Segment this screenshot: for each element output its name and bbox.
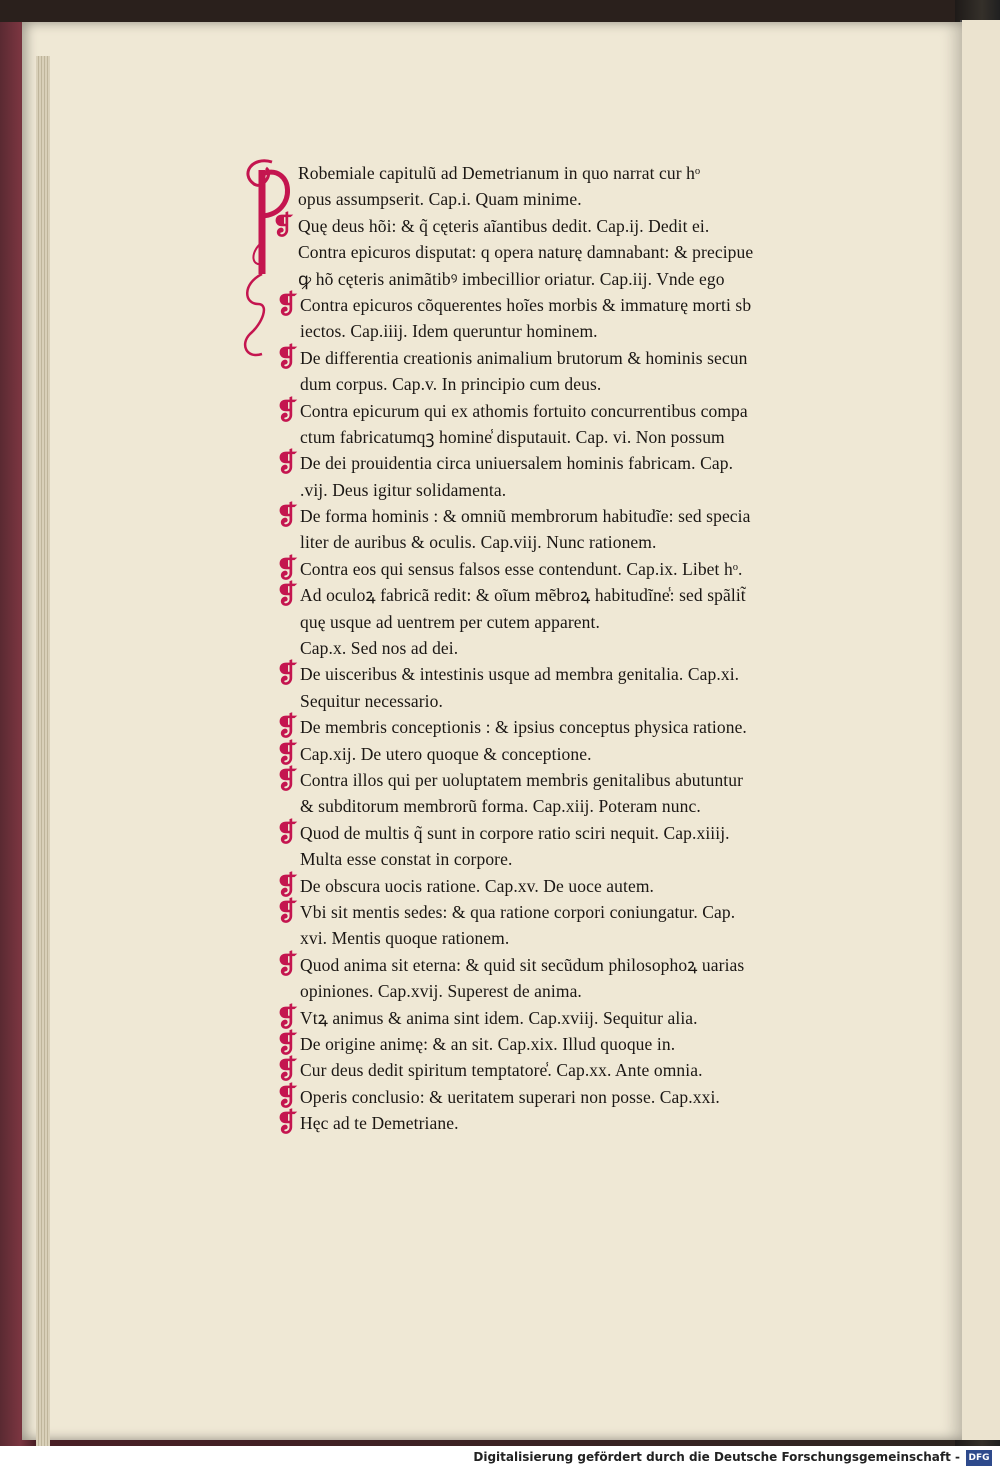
rubric-mark-icon: ❡ <box>276 1081 298 1112</box>
toc-line-text: De forma hominis : & omniũ membrorum habitudĩe: sed specia <box>300 506 751 527</box>
toc-line <box>270 580 855 611</box>
footer-bar <box>0 1446 1000 1472</box>
toc-line-text: De dei prouidentia circa uniuersalem hominis fabricam. Cap. <box>300 453 734 474</box>
toc-line <box>270 395 855 426</box>
rubric-mark-icon: ❡ <box>276 1002 298 1033</box>
toc-line <box>270 635 855 661</box>
toc-line-text: Contra epicuros cõquerentes hoĩes morbis & immaturę morti sb <box>300 294 752 315</box>
toc-line-text: dum corpus. Cap.v. In principio cum deus. <box>300 374 602 395</box>
toc-line-text: Vtꝝ animus & anima sint idem. Cap.xviij. Sequitur alia. <box>300 1007 698 1028</box>
rubric-mark-icon: ❡ <box>276 896 298 927</box>
toc-line <box>270 793 855 819</box>
toc-line-text: Contra eos qui sensus falsos esse contendunt. Cap.ix. Libet hᵒ. <box>300 558 743 579</box>
toc-line <box>270 1108 855 1139</box>
toc-line-text: Multa esse constat in corpore. <box>300 849 513 870</box>
dfg-logo: DFG <box>966 1450 992 1466</box>
toc-line-text: Contra illos qui per uoluptatem membris genitalibus abutuntur <box>300 769 744 790</box>
toc-line-text: opus assumpserit. Cap.i. Quam minime. <box>298 189 582 210</box>
footer-credit: Digitalisierung gefördert durch die Deutsche Forschungsgemeinschaft - <box>473 1450 960 1464</box>
toc-line-text: De origine animę: & an sit. Cap.xix. Illud quoque in. <box>300 1033 676 1054</box>
table-of-contents <box>270 160 855 1139</box>
toc-line <box>270 1028 855 1059</box>
rubric-mark-icon: ❡ <box>276 1028 298 1059</box>
toc-line-text: Cur deus dedit spiritum temptatore̾. Cap.xx. Ante omnia. <box>300 1060 703 1081</box>
toc-line-text: opiniones. Cap.xvij. Superest de anima. <box>300 981 582 1002</box>
adjacent-page-edge <box>960 20 1000 1440</box>
toc-line <box>270 210 855 241</box>
toc-line-text: Contra epicuros disputat: q opera naturę damnabant: & precipue <box>298 242 754 263</box>
toc-line <box>270 688 855 714</box>
rubric-mark-icon: ❡ <box>276 870 298 901</box>
rubric-mark-icon: ❡ <box>276 659 298 690</box>
toc-line <box>270 949 855 980</box>
toc-line-text: Operis conclusio: & ueritatem superari non posse. Cap.xxi. <box>300 1086 720 1107</box>
toc-line-text: xvi. Mentis quoque rationem. <box>300 928 510 949</box>
rubric-mark-icon: ❡ <box>276 1055 298 1086</box>
toc-line <box>270 1055 855 1086</box>
toc-line <box>270 342 855 373</box>
toc-line <box>270 846 855 872</box>
toc-line-text: ctum fabricatumqꝫ homine̾ disputauit. Cap. vi. Non possum <box>300 426 725 447</box>
toc-line-text: Robemiale capitulũ ad Demetrianum in quo narrat cur hᵒ <box>298 163 701 183</box>
rubric-mark-icon: ❡ <box>276 448 298 479</box>
rubric-mark-icon: ❡ <box>276 738 298 769</box>
rubric-mark-icon: ❡ <box>276 342 298 373</box>
rubric-mark-icon: ❡ <box>276 764 298 795</box>
toc-line <box>270 1002 855 1033</box>
toc-line <box>270 160 855 186</box>
rubric-mark-icon: ❡ <box>276 395 298 426</box>
toc-line-text: Ad oculoꝝ fabricã redit: & oĩum mẽbroꝝ habitudĩne̾: sed spãlit̃ <box>300 585 746 606</box>
rubric-mark-icon: ❡ <box>276 712 298 743</box>
rubric-mark-icon: ❡ <box>276 580 298 611</box>
toc-line-text: quę usque ad uentrem per cutem apparent. <box>300 611 600 632</box>
toc-line-text: Contra epicurum qui ex athomis fortuito concurrentibus compa <box>300 400 748 421</box>
toc-line-text: Quod anima sit eterna: & quid sit secũdum philosophoꝝ uarias <box>300 954 745 975</box>
rubric-mark-icon: ❡ <box>276 949 298 980</box>
toc-line <box>270 738 855 769</box>
toc-line-text: De obscura uocis ratione. Cap.xv. De uoce autem. <box>300 875 655 896</box>
toc-line-text: Quod de multis q̃ sunt in corpore ratio sciri nequit. Cap.xiiij. <box>300 822 730 843</box>
rubric-mark-icon: ❡ <box>276 553 298 584</box>
toc-line <box>270 553 855 584</box>
toc-line-text: De differentia creationis animalium brutorum & hominis secun <box>300 347 748 368</box>
toc-line <box>270 529 855 555</box>
toc-line <box>270 424 855 450</box>
toc-line-text: .vij. Deus igitur solidamenta. <box>300 479 507 500</box>
toc-line-text: Vbi sit mentis sedes: & qua ratione corpori coniungatur. Cap. <box>300 901 736 922</box>
toc-line <box>270 477 855 503</box>
toc-line-text: Sequitur necessario. <box>300 690 443 711</box>
toc-line-text: De membris conceptionis : & ipsius conceptus physica ratione. <box>300 717 747 738</box>
toc-line <box>270 870 855 901</box>
toc-line <box>270 1081 855 1112</box>
toc-line-text: ꝙ hõ cęteris animãtibꝰ imbecillior oriatur. Cap.iij. Vnde ego <box>298 268 725 289</box>
toc-line-text: Cap.xij. De utero quoque & conceptione. <box>300 743 592 764</box>
toc-line <box>270 448 855 479</box>
toc-line <box>270 289 855 320</box>
toc-line <box>270 609 855 635</box>
binding-top <box>0 0 1000 22</box>
rubric-mark-icon: ❡ <box>276 1108 298 1139</box>
toc-line-text: & subditorum membrorũ forma. Cap.xiij. Poteram nunc. <box>300 796 701 817</box>
toc-line-text: Hęc ad te Demetriane. <box>300 1113 459 1134</box>
toc-line <box>270 764 855 795</box>
rubric-mark-icon: ❡ <box>276 817 298 848</box>
toc-line <box>270 266 855 292</box>
toc-line-text: Cap.x. Sed nos ad dei. <box>300 638 459 659</box>
toc-line <box>270 186 855 212</box>
toc-line <box>270 712 855 743</box>
toc-line <box>270 817 855 848</box>
toc-line-text: Quę deus hõi: & q̃ cęteris aĩantibus dedit. Cap.ij. Dedit ei. <box>298 215 710 236</box>
page-edges <box>36 56 50 1456</box>
toc-line <box>270 239 855 265</box>
rubric-mark-icon: ❡ <box>276 501 298 532</box>
rubric-mark-icon: ❡ <box>276 289 298 320</box>
toc-line-text: iectos. Cap.iiij. Idem queruntur hominem. <box>300 321 598 342</box>
toc-line <box>270 501 855 532</box>
toc-line <box>270 925 855 951</box>
toc-line <box>270 318 855 344</box>
toc-line <box>270 896 855 927</box>
toc-line <box>270 978 855 1004</box>
toc-line <box>270 371 855 397</box>
toc-line <box>270 659 855 690</box>
toc-line-text: De uisceribus & intestinis usque ad membra genitalia. Cap.xi. <box>300 664 740 685</box>
rubric-mark-icon: ❡ <box>272 210 294 241</box>
toc-line-text: liter de auribus & oculis. Cap.viij. Nunc rationem. <box>300 532 657 553</box>
